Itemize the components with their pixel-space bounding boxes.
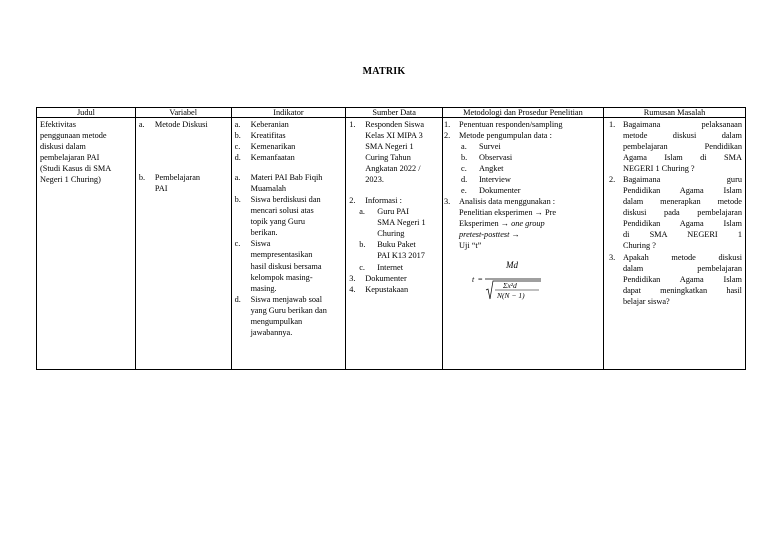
analysis-line: → xyxy=(509,230,520,240)
list-text: masing. xyxy=(250,283,277,293)
list-item xyxy=(235,152,344,163)
list-item xyxy=(609,252,742,307)
list-text: Churing xyxy=(377,229,405,239)
list-text: Informasi : xyxy=(365,196,402,206)
list-text: Kelas XI MIPA 3 xyxy=(365,131,423,141)
list-text: Analisis data menggunakan : xyxy=(459,197,556,207)
table-row xyxy=(37,118,746,370)
judul-line: Negeri 1 Churing) xyxy=(40,175,101,185)
list-text: SMA Negeri 1 xyxy=(365,142,414,152)
list-item xyxy=(349,119,440,185)
cell-indikator xyxy=(231,118,346,370)
judul-line: Efektivitas xyxy=(40,120,76,130)
list-item xyxy=(349,195,440,206)
cell-judul xyxy=(37,118,136,370)
list-text: Siswa xyxy=(250,239,271,249)
list-text: Pembelajaran xyxy=(154,173,201,183)
list-item xyxy=(139,172,229,194)
header-indikator: Indikator xyxy=(231,108,346,118)
list-marker: a. xyxy=(234,120,241,130)
header-judul: Judul xyxy=(37,108,136,118)
list-text: 2023. xyxy=(365,175,384,185)
list-item xyxy=(444,119,601,130)
list-text: Curing Tahun xyxy=(365,153,411,163)
list-text: jawabannya. xyxy=(250,327,293,337)
list-text: Angkatan 2022 / xyxy=(365,164,421,174)
list-item xyxy=(235,130,344,141)
list-item xyxy=(235,172,344,194)
formula-equals: = xyxy=(478,274,483,284)
list-text: pembelajaran Pendidikan xyxy=(622,142,742,152)
list-text: Dokumenter xyxy=(479,186,521,196)
list-text: belajar siswa? xyxy=(622,296,670,306)
list-text: mencari solusi atas xyxy=(250,206,314,216)
list-text: berikan. xyxy=(250,228,278,238)
list-marker: a. xyxy=(461,142,467,152)
header-variabel: Variabel xyxy=(135,108,231,118)
list-marker: e. xyxy=(461,186,467,196)
list-text: Guru PAI xyxy=(377,207,409,217)
list-text: Survei xyxy=(479,142,501,152)
list-marker: c. xyxy=(461,164,467,174)
analysis-italic: pretest-posttest xyxy=(459,230,510,240)
list-item xyxy=(444,196,601,207)
list-item xyxy=(235,194,344,238)
list-marker: d. xyxy=(234,153,241,163)
list-marker: b. xyxy=(234,195,241,205)
list-text: metode diskusi dalam xyxy=(622,131,742,141)
analysis-line: Penelitian eksperimen → Pre xyxy=(459,208,557,218)
list-text: Muamalah xyxy=(250,184,287,194)
list-text: kelompok masing- xyxy=(250,272,313,282)
list-text: hasil diskusi bersama xyxy=(250,261,322,271)
list-marker: 1. xyxy=(608,120,616,130)
cell-rumusan-masalah xyxy=(603,118,745,370)
list-marker: a. xyxy=(359,207,366,217)
list-item xyxy=(349,239,440,261)
list-text: Kemenarikan xyxy=(250,142,296,152)
list-marker: 3. xyxy=(349,273,356,283)
list-item xyxy=(235,119,344,130)
judul-line: penggunaan metode xyxy=(40,131,107,141)
list-item xyxy=(349,206,440,239)
list-item xyxy=(444,163,601,174)
list-text: yang Guru berikan dan xyxy=(250,305,327,315)
list-marker: b. xyxy=(359,240,366,250)
list-marker: a. xyxy=(234,173,241,183)
list-text: Interview xyxy=(479,175,511,185)
list-marker: b. xyxy=(461,153,468,163)
list-text: mempresentasikan xyxy=(250,250,313,260)
list-text: Churing ? xyxy=(622,241,656,251)
list-text: Responden Siswa xyxy=(365,120,425,130)
analysis-line: Uji “t” xyxy=(459,241,482,251)
list-text: Pendidikan Agama Islam xyxy=(622,274,742,284)
list-item xyxy=(609,174,742,251)
list-text: Siswa menjawab soal xyxy=(250,294,323,304)
list-text: Pendidikan Agama Islam xyxy=(622,219,742,229)
list-marker: 2. xyxy=(349,196,356,206)
list-item xyxy=(235,238,344,293)
list-text: Metode Diskusi xyxy=(154,120,208,130)
list-text: topik yang Guru xyxy=(250,217,305,227)
list-item xyxy=(444,152,601,163)
formula-lhs: t xyxy=(472,274,475,284)
judul-line: pembelajaran PAI xyxy=(40,153,100,163)
judul-line: (Studi Kasus di SMA xyxy=(40,164,112,174)
list-text: Observasi xyxy=(479,153,513,163)
cell-metodologi xyxy=(443,118,604,370)
list-text: Metode pengumpulan data : xyxy=(459,131,552,141)
judul-line: diskusi dalam xyxy=(40,142,86,152)
list-text: di SMA NEGERI 1 xyxy=(622,230,742,240)
list-marker: 2. xyxy=(608,175,616,185)
list-item xyxy=(444,141,601,152)
list-marker: d. xyxy=(234,294,241,304)
list-text: Materi PAI Bab Fiqih xyxy=(250,173,323,183)
list-text: Penentuan responden/sampling xyxy=(459,120,563,130)
header-sumber-data: Sumber Data xyxy=(346,108,443,118)
list-text: Kepustakaan xyxy=(365,284,409,294)
list-text: Siswa berdiskusi dan xyxy=(250,195,321,205)
formula-numerator: Md xyxy=(506,259,519,270)
list-item xyxy=(444,185,601,196)
list-text: PAI xyxy=(154,184,168,194)
cell-sumber-data xyxy=(346,118,443,370)
list-text: Bagaimana pelaksanaan xyxy=(622,120,742,130)
list-text: dalam menerapkan metode xyxy=(622,197,742,207)
list-text: mengumpulkan xyxy=(250,316,303,326)
list-marker: 3. xyxy=(608,252,616,262)
list-item xyxy=(444,130,601,141)
cell-variabel xyxy=(135,118,231,370)
list-item xyxy=(235,294,344,338)
list-item xyxy=(235,141,344,152)
list-item xyxy=(349,284,440,295)
list-text: Bagaimana guru xyxy=(622,175,742,185)
list-text: Agama Islam di SMA xyxy=(622,153,742,163)
list-item xyxy=(349,262,440,273)
list-marker: b. xyxy=(234,131,241,141)
header-rumusan-masalah: Rumusan Masalah xyxy=(603,108,745,118)
list-text: dapat meningkatkan hasil xyxy=(622,285,742,295)
list-marker: c. xyxy=(234,239,241,249)
formula-sample-term: N(N − 1) xyxy=(497,290,525,300)
list-marker: 1. xyxy=(444,120,451,130)
list-text: Keberanian xyxy=(250,120,289,130)
t-test-formula xyxy=(469,257,549,301)
list-text: Buku Paket xyxy=(377,240,416,250)
formula-sum-term: Σx²d xyxy=(503,280,517,290)
list-text: diskusi pada pembelajaran xyxy=(622,208,742,218)
analysis-line: Eksperimen → xyxy=(459,219,512,229)
list-marker: 2. xyxy=(444,131,451,141)
header-metodologi: Metodologi dan Prosedur Penelitian xyxy=(443,108,604,118)
list-marker: c. xyxy=(359,262,366,272)
list-text: dalam pembelajaran xyxy=(622,263,742,273)
list-text: Internet xyxy=(377,262,404,272)
list-text: Pendidikan Agama Islam xyxy=(622,186,742,196)
list-text: Angket xyxy=(479,164,504,174)
list-text: SMA Negeri 1 xyxy=(377,218,426,228)
list-item xyxy=(609,119,742,174)
list-item xyxy=(444,174,601,185)
list-text: Kreatifitas xyxy=(250,131,286,141)
list-marker: c. xyxy=(234,142,241,152)
list-item xyxy=(349,273,440,284)
list-marker: 3. xyxy=(444,197,451,207)
list-marker: a. xyxy=(138,120,145,130)
table-header-row xyxy=(37,108,746,118)
analysis-italic: one group xyxy=(511,219,545,229)
list-text: PAI K13 2017 xyxy=(377,251,425,261)
list-text: NEGERI 1 Churing ? xyxy=(622,164,695,174)
list-text: Kemanfaatan xyxy=(250,153,295,163)
list-marker: 4. xyxy=(349,284,356,294)
page-title: MATRIK xyxy=(362,66,406,77)
list-marker: d. xyxy=(461,175,468,185)
list-marker: b. xyxy=(138,173,146,183)
list-text: Apakah metode diskusi xyxy=(622,252,742,262)
list-marker: 1. xyxy=(349,120,356,130)
list-text: Dokumenter xyxy=(365,273,407,283)
matrix-table xyxy=(36,107,746,370)
list-item xyxy=(139,119,229,130)
